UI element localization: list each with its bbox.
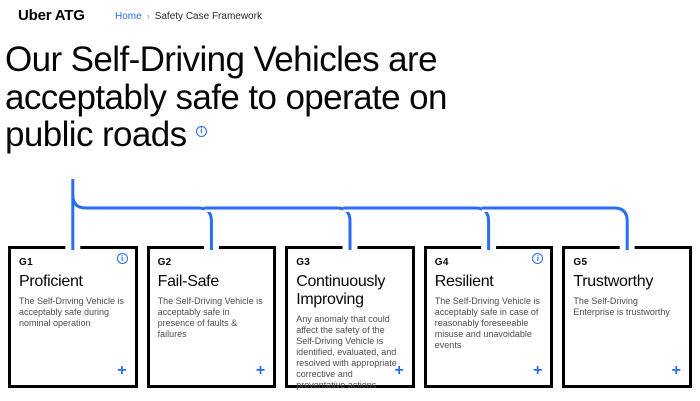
goal-title: Continuously Improving: [296, 273, 386, 308]
plus-icon[interactable]: +: [255, 362, 266, 379]
title-line-3-text: public roads: [5, 115, 187, 154]
goal-id: G5: [573, 257, 588, 268]
goal-card-g5: [562, 246, 692, 388]
uber-atg-logo[interactable]: Uber ATG: [18, 7, 85, 24]
breadcrumb-home-link[interactable]: Home: [115, 11, 142, 22]
goal-description: The Self-Driving Vehicle is acceptably safe in case of reasonably foreseeable misuse and unavoidable events: [434, 296, 540, 350]
goal-card-g2: [147, 246, 277, 388]
breadcrumb: [115, 11, 262, 22]
goal-id: G4: [434, 257, 449, 268]
title-line-2: acceptably safe to operate on: [5, 77, 447, 117]
breadcrumb-current: Safety Case Framework: [154, 11, 262, 22]
plus-icon[interactable]: +: [394, 362, 404, 379]
breadcrumb-separator-icon: ›: [146, 11, 150, 21]
goal-description: The Self-Driving Vehicle is acceptably safe in presence of faults & failures: [157, 296, 263, 339]
info-icon[interactable]: i: [532, 253, 543, 264]
title-info-icon[interactable]: i: [196, 126, 207, 137]
plus-icon[interactable]: +: [533, 362, 543, 379]
page-title: [5, 41, 447, 154]
plus-icon[interactable]: +: [671, 362, 681, 379]
goal-title: Trustworthy: [573, 273, 654, 290]
goal-card-g1: [8, 246, 138, 388]
goal-title: Fail-Safe: [157, 273, 219, 290]
goal-description: The Self-Driving Vehicle is acceptably safe during nominal operation: [19, 296, 125, 328]
goal-card-g4: [424, 246, 554, 388]
goal-title: Resilient: [434, 273, 494, 290]
goal-id: G2: [157, 257, 172, 268]
plus-icon[interactable]: +: [117, 362, 127, 379]
goal-title: Proficient: [19, 273, 83, 290]
goal-id: G1: [19, 257, 33, 268]
goal-card-g3: [285, 246, 415, 388]
goal-cards: [8, 246, 692, 388]
goal-description: Any anomaly that could affect the safety of the Self-Driving Vehicle is identified, evaluated, and resolved with appropriate corrective and preventative actions: [296, 314, 397, 390]
title-line-1: Our Self-Driving Vehicles are: [5, 40, 437, 79]
goal-description: The Self-Driving Enterprise is trustworthy: [573, 296, 670, 317]
title-line-3: [5, 116, 447, 154]
info-icon[interactable]: i: [117, 253, 128, 264]
goal-id: G3: [296, 257, 311, 268]
